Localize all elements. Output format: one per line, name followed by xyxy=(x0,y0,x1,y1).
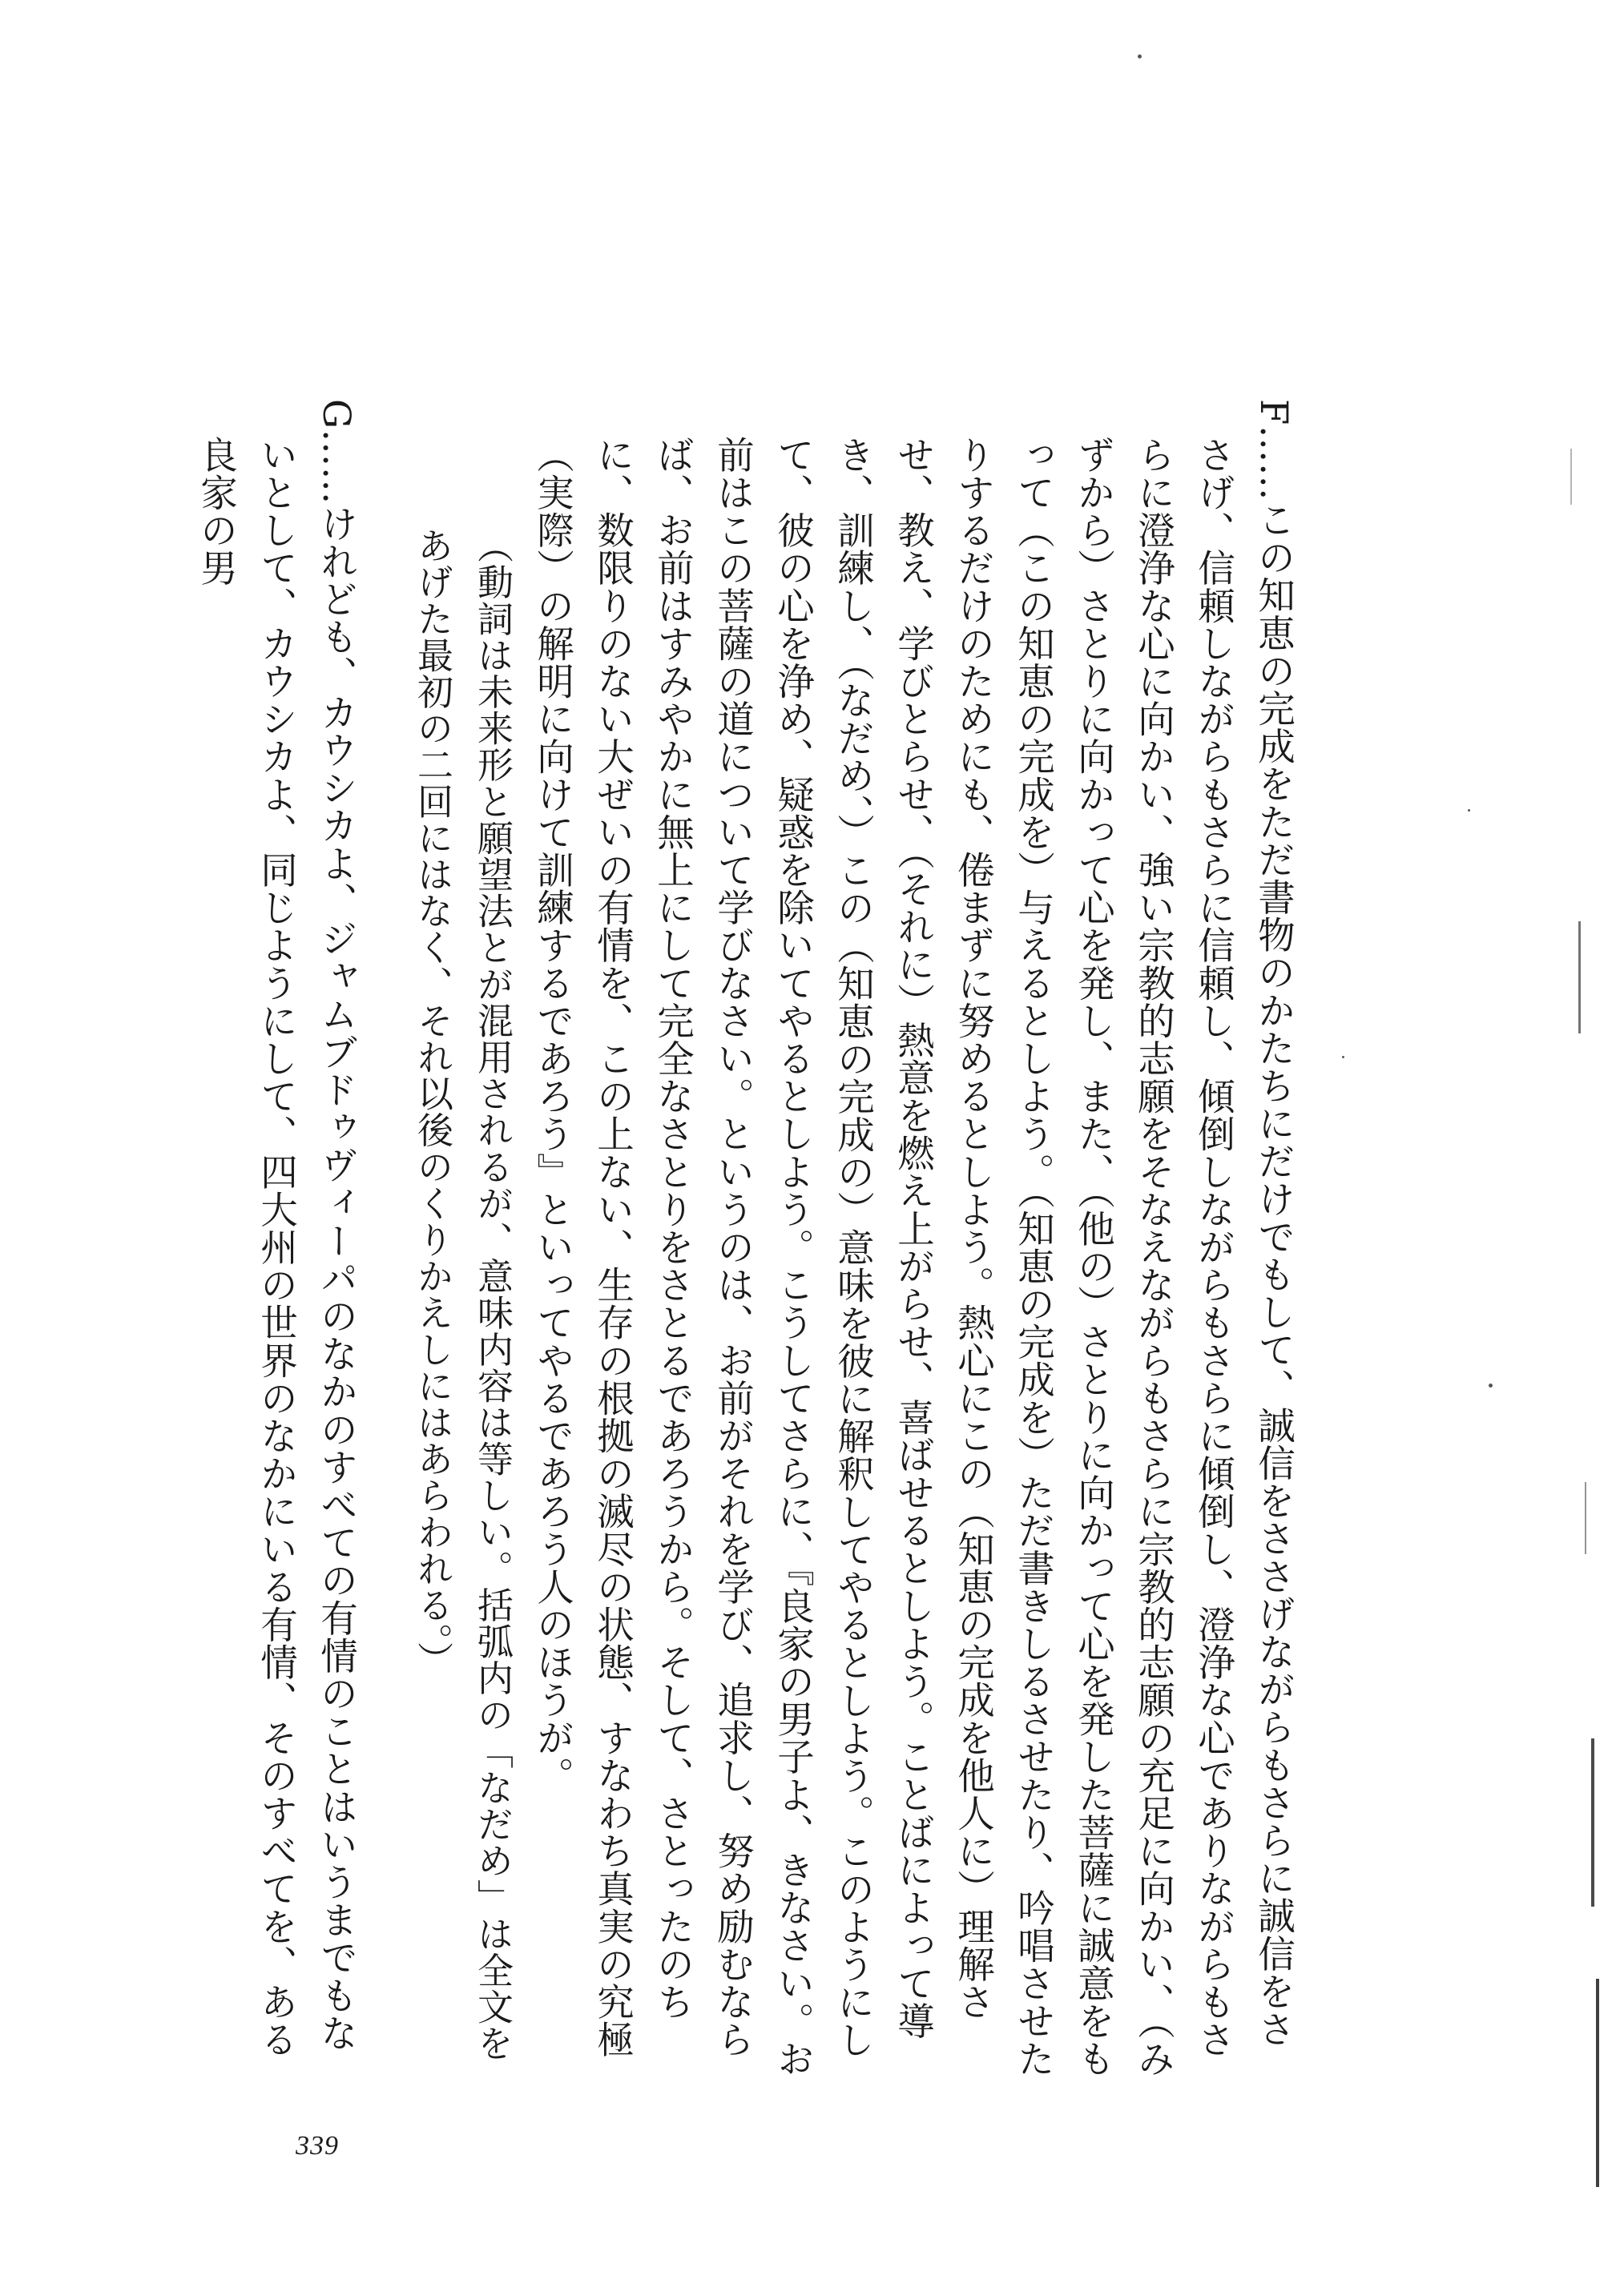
scan-margin-mark xyxy=(1570,449,1572,505)
scan-margin-mark xyxy=(1578,921,1581,1033)
scan-speck xyxy=(1468,809,1470,812)
scan-speck xyxy=(1489,1384,1493,1388)
paragraph-note: （動詞は未来形と願望法とが混用されるが、意味内容は等しい。括弧内の「なだめ」は全文をあげた最初の二回にはなく、それ以後のくりかえしにはあらわれる。） xyxy=(411,527,514,2062)
page-number: 339 xyxy=(296,2131,339,2161)
paragraph-g: G……けれども、カウシカよ、ジャムブドゥヴィーパのなかのすべての有情のことはいうまでもないとして、カウシカよ、同じようにして、四大州の世界のなかにいる有情、そのすべてを、ある良家の男 xyxy=(195,399,358,2059)
scan-speck xyxy=(1138,54,1142,58)
scan-margin-mark xyxy=(1591,1738,1594,1907)
scan-margin-mark xyxy=(1596,1979,1599,2187)
paragraph-f: F……この知恵の完成をただ書物のかたちにだけでもして、誠信をささげながらもさらに誠信をささげ、信頼しながらもさらに信頼し、傾倒しながらもさらに傾倒し、澄浄な心でありながらもさらに澄浄な心に向かい、強い宗教的志願をそなえながらもさらに宗教的志願の充足に向かい、（みずから）さとりに向かって心を発し、また、（他の）さとりに向かって心を発した菩薩に誠意をもって（この知恵の完成を）与えるとしよう。（知恵の完成を）ただ書きしるさせたり、吟唱させたりするだけのためにも、倦まずに努めるとしよう。熱心にこの（知恵の完成を他人に）理解させ、教え、学びとらせ、（それに）熱意を燃え上がらせ、喜ばせるとしよう。ことばによって導き、訓練し、（なだめ、）この（知恵の完成の）意味を彼に解釈してやるとしよう。このようにして、彼の心を浄め、疑惑を除いてやるとしよう。こうしてさらに、『良家の男子よ、きなさい。お前はこの菩薩の道について学びなさい。というのは、お前がそれを学び、追求し、努め励むならば、お前はすみやかに無上にして完全なさとりをさとるであろうから。そして、さとったのちに、数限りのない大ぜいの有情を、この上ない、生存の根拠の滅尽の状態、すなわち真実の究極（実際）の解明に向けて訓練するであろう』といってやるであろう人のほうが。 xyxy=(531,399,1296,2078)
vertical-text-body xyxy=(22,399,1304,2081)
scan-margin-mark xyxy=(1585,1482,1586,1554)
scan-speck xyxy=(1342,1056,1344,1058)
